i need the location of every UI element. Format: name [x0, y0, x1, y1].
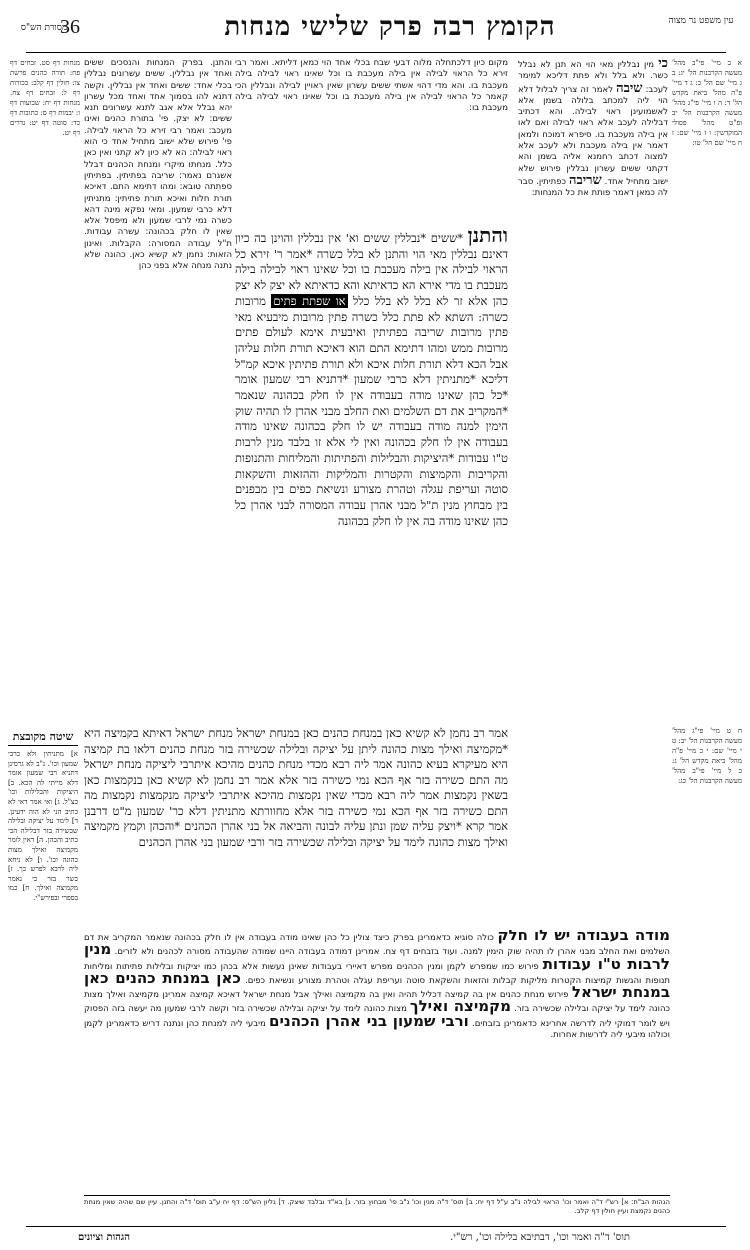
- ein-mishpat-label: עין משפט נר מצוה: [668, 16, 734, 26]
- rashi-heading-1: כי: [658, 58, 668, 71]
- page-header: [0, 12, 750, 52]
- bottom-heading-2: מנין לרבות ט"ו עבודות: [84, 940, 670, 973]
- shita-mekubetzet-title: שיטה מקובצת: [8, 730, 78, 746]
- gemara-text-part-2: מרובות כשרה: השתא לא פתת כלל כשרה פתין מרובות מיבעיא מאי פתין מרובות שריבה בפתיתין ואיבעית אימא לעולם פתים מרובות ממש ומהו דתימא התם הוא דאיכא תורת חלות עליהן אבל הכא דלא תורת חלות איכא ולא תורת פתיתין איכא קמ"ל דליכא *מתניתין דלא כרבי שמעון *דתניא רבי שמעון אומר *כל כהן שאינו מודה בעבודה אין לו חלק בכהונה שנאמר *המקריב את דם השלמים ואת החלב מבני אהרן לו תהיה שוק הימין למנה מודה בעבודה יש לו חלק בכהונה שאינו מודה בעבודה אין לו חלק בכהונה ואין לי אלא זו בלבד מנין לרבות ט"ו עבודות *היציקות והבלילות והפתיתות והמליחות והתנופות והקריבות והקמיצות והקטרות והמליקות וההזאות והשקאות סוטה ועריפת עגלה וטהרת מצורע ונשיאת כפים בין מבפנים בין מבחוץ מנין ת"ל מבני אהרן עבודה המסורה לבני אהרן כל כהן שאינו מודה בה אין לו חלק בכהונה: [235, 293, 508, 528]
- masoret-hashas-label: מסורת הש"ס: [20, 23, 68, 33]
- masoret-hashas-notes: מנחות דף סט. זבחים דף פח: תורה כהנים פרשת צו: חולין דף קלב: בכורות דף ל: זבחים דף צח. מנחות דף יח: שבועות דף ו: יבמות דף ס: כתובות דף כד: סוטה דף יט: נדרים דף יט.: [10, 59, 80, 137]
- bottom-commentary: [84, 930, 670, 1190]
- page-footer: [0, 1232, 750, 1248]
- highlighted-phrase: או שפתת פתים: [273, 293, 346, 308]
- footer-divider: [26, 1226, 726, 1227]
- gemara-main-text: [235, 223, 508, 529]
- bottom-text-5: מיבעי ליה למנחת כהן ונתנה דריש כדאמרינן לקמן וכולהו מיבעי ליה לדרשות אחרות.: [84, 1018, 670, 1041]
- ein-mishpat-notes: א ב מיי' פי"ב מהל' מעשה הקרבנות הל' יג: ב ג מיי' שם הל' כ: ג ד מיי' פ"ה מהל' ביאת מקדש הל' ד: ה ו מיי' פי"ג מהל' מעשה הקרבנות הל' יב ופ"ט מהל' פסולי המוקדשין: ו ז מיי' שם: ז ח מיי' שם הל' טו:: [672, 59, 742, 147]
- bottom-text-2: פירוש כמו שמפרש לקמן ומנין הכהנים מפרש דאיירי בעבודות שאינן נעשות אלא בכהן כמו יציקות ובלילות פתיתות ומליחות תנופות והגשות קמיצות הקטרות מליקות קבלות והזאות והשקאת סוטה ועריפת עגלה וטהרת מצורע ונשיאת כפים.: [84, 961, 670, 986]
- tosafot-commentary: והתנן. בפרק המנחות והנסכים ששים ואחד אין נבללין. ששים עשרונים נבללין בכלי אחד: ששים ואחד אין נבללין. וקשה דתנא להו בסמוך אחד ואחד מכל עשרון יהא נבלל אלא אגב לתנא עשרונים תנא ששים: לא יצק. פי' בתורת כהנים ואינו מעכב: ואמר רבי זירא כל הראוי לבילה. פי' פירוש שלא ישוב מתחיל אחד כי הוא ראוי לבילה: הא לא כיון לא קתני ואין כאן כלל. מנחתו מיקרי ומנחת הכהנים דבלל אשגרם נאמר: שריבה בפתיתין. בפתיתין ספתתה טובא: ומהו דתימא התם. דאיכא תורת חלות ואיכא תורת פתיתין: מתניתין דלא כרבי שמעון. ומאי נפקא מינה דהא כשרה נמי לרבי שמעון ולא מיפסל אלא שאין לו חלק בכהונה: עשרה עבודות. ת"ל עבודה המסורה: הקבלות. ואינון הזאות: נחמן לא קשיא כאן. כהונה שלא נתנה מנחה אלא בפני כהן: [84, 58, 232, 272]
- gemara-text-part-1: *ששים *נבללין ששים וא' אין נבללין והוינן בה כיון דאינם נבללין מאי הוי והתנן לא בלל כשרה *אמר ר' זירא כל הראוי לבילה אין בילה מעכבת בו וכל שאינו ראוי לבילה בילה מעכבת בו מדי אירא הא כדאיתא והא כדאיתא לא יצק לא יצק כהן אלא זר לא בלל לא בלל כלל: [235, 231, 508, 308]
- shita-mekubetzet-box: [8, 730, 78, 1180]
- rashi-heading-2: שיבה: [616, 80, 643, 96]
- bottom-text-1: כולה סוגיא כדאמרינן בפרק כיצד צולין כל כהן שאינו מודה בעבודה אין לו חלק בכהונה שנאמר המקריב את דם השלמים ואת החלב מבני אהרן לו תהיה שוק הימין למנה. ועוד בזבחים דף צח. אמרינן דמודה בעבודה היינו שמודה שהעבודה מסורה לכהנים ולא לזרים.: [84, 933, 670, 958]
- bottom-heading-5: ורבי שמעון בני אהרן הכהנים: [269, 1011, 469, 1030]
- rashi-text-1: מין נבללין מאי הוי הא תנן לא נבלל כשר. ולא בלל ולא פתת דליכא למימר לעכב:: [518, 60, 668, 95]
- bottom-text-3: פירוש מנחת כהנים אין בה קמיצה דכליל תהיה ואין בה מקמיצה ואילך אבל מנחת ישראל דאיכא קמיצה אמרינן מקמיצה ואילך מצות כהונה לימד על יציקה ובלילה שכשירה בזר.: [84, 990, 670, 1015]
- gemara-column: [235, 58, 508, 723]
- rashi-heading-3: שריבה: [568, 172, 602, 188]
- footnotes: הגהות הב"ח: א] רש"י ד"ה ואמר וכו' הראוי לבילה נ"ב ע"ל דף יח: ב] תוס' ד"ה מנין וכו' נ"ב פי' מבחוץ בזר. ג] בא"ד ובלבד שיצק. ד] גליון הש"ס: דף יח ע"ב תוס' ד"ה והתנן. עיין שם שהיה שאין מנחת כהנים נקמצת ועיין חולין דף קלב.: [84, 1195, 670, 1226]
- shita-mekubetzet-body: א] מתניתין ולא כרבי שמעון וכו'. נ"ב לא גרסינן דתניא רבי שמעון אומר דלא מייתי לה הכא. ב] היציקות והבלילות וכו' כצ"ל. ג] ואי אמר דאי לא כתיב הני לא הוה ידעינן. ד] לימד על יציקה ובלילה שכשירה בזר דבלילה הכי כתיב והכהן. ה] דאין לומר מקמיצה ואילך מצות כהונה וכו'. ו] לא ניחא ליה לרבא לפרש כך. ז] כשר בזר כי נאמר מקמיצה ואילך. ח] כמו בספרי ובפירש"י.: [8, 750, 78, 902]
- header-divider: [26, 52, 726, 53]
- footer-text: תוס' ד"ה ואמר וכו', דבתיבא בלילה וכו', רש"י.: [450, 1232, 630, 1243]
- rashi-text-3: כפתיתין. סבר לה כמאן דאמר פותת את כל המנחות:: [518, 176, 668, 199]
- page-title: הקומץ רבה פרק שלישי מנחות: [224, 12, 556, 42]
- gemara-top-block: מקום כיון דלכתחלה מלוה דבעי שבח בכלי אחד הוי כמאן דליתא. ואמר רבי זירא כל הראוי לבילה אין בילה מעכבת בו וכל שאינו ראוי לבילה בילה מעכבת בו. והא מדי דהוי אשתי ששים עשרון שאין ראויין לבילה ונבללין הכי קאמר כל הראוי לבילה אין בילה מעכבת בו וכל שאינו ראוי לבילה בילה מעכבת בו:: [235, 58, 508, 114]
- gemara-continuation: אמר רב נחמן לא קשיא כאן במנחת כהנים כאן במנחת ישראל מנחת ישראל דאיתא בקמיצה היא *מקמיצה ואילך מצות כהונה ליתן על יציקה ובלילה שכשירה בזר מנחת כהנים דלאו בת קמיצה היא מעיקרא בעיא כהונה אמר ליה רבא מכדי מנחת כהנים מהיכא איתרבי ליציקה מנחת ישראל מה התם כשירה בזר אף הכא נמי כשירה בזר אלא אמר רב נחמן לא קשיא כאן בנקמצות כאן בשאין נקמצות אמר ליה רבא מכדי שאין נקמצות מהיכא איתרבי ליציקה מנקמצות נקמצות מה התם כשירה בזר אף הכא נמי כשירה בזר אלא מחוורתא מתניתין דלא כר' שמעון מ"ט דרבנן אמר קרא *ויצק עליה שמן ונתן עליה לבונה והביאה אל בני אהרן הכהנים *והכהן וקמץ מקמיצה ואילך מצות כהונה לימד על יציקה ובלילה שכשירה בזר ורבי שמעון בני אהרן הכהנים: [84, 726, 508, 849]
- bottom-heading-1: מודה בעבודה יש לו חלק: [497, 930, 670, 944]
- footer-label: הגהות וציונים: [77, 1232, 130, 1243]
- bottom-heading-3: כאן במנחת כהנים כאן במנחת ישראל: [84, 968, 670, 1002]
- bottom-heading-4: מקמיצה ואילך: [409, 997, 512, 1016]
- ein-mishpat-notes-lower: ח ט מיי' פי"ג מהל' מעשה הקרבנות הל' יב: ט י מיי' שם: י כ מיי' פ"ה מהל' ביאת מקדש הל' ג: כ ל מיי' פי"ב מהל' מעשה הקרבנות הל' כג:: [672, 727, 742, 785]
- page-number: 36: [60, 16, 80, 38]
- rashi-commentary: [518, 58, 668, 723]
- bottom-text-4: מצות כהונה לימד על יציקה ובלילה שכשירה בזר וקשה לרבי שמעון מה יעשה בזה הפסוק ויש לומר דמוקי ליה לדרשה אחרינא כדאמרינן בזבחים.: [84, 1004, 670, 1029]
- rashi-text-2: לאמר זה צריך לבלול דלא הוי ליה למכתב בלולה בשמן אלא לאשמועינן ראוי לבילה. והא דכתיב דבלילה לעכב אלא ראוי לבילה ואם לאו אין בילה מעכבת בו. סיפרא דמוכח ולמאן דאמר אין בילה מעכבת ולא לעכב אלא למצוה דכתב רחמנא אליה בשמן והא דקתני ששים עשרון נבללין פירוש שלא ישוב מתחיל אחד.: [518, 84, 668, 187]
- gemara-opening-word: והתנן: [467, 223, 508, 247]
